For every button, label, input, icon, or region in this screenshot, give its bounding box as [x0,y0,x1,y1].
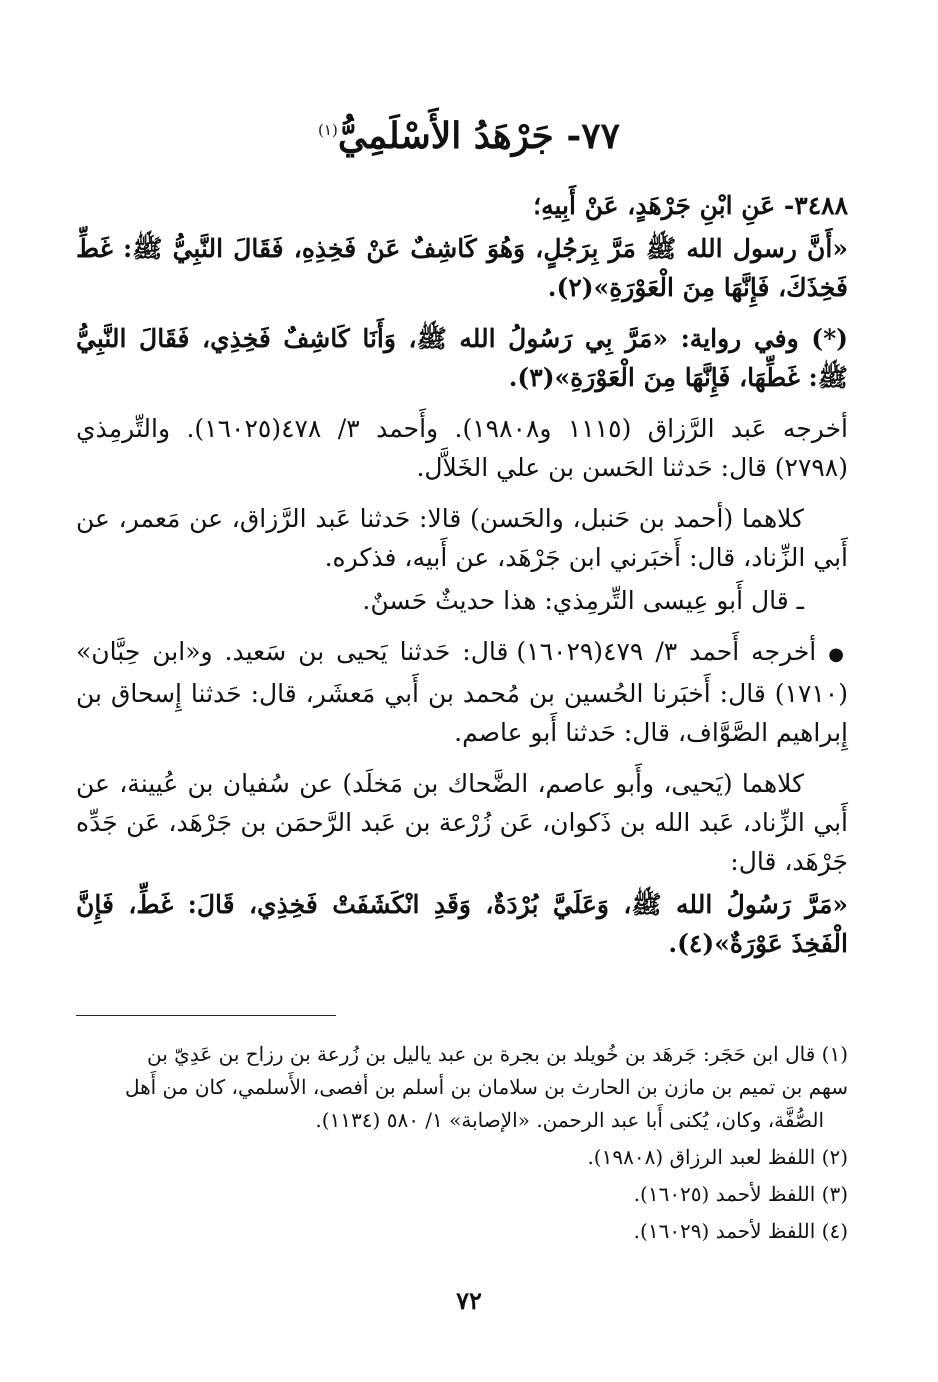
footnote-3: (٣) اللفظ لأحمد (١٦٠٢٥). [633,1182,848,1206]
footnote-1-line-3: الصُّفَّة، وكان، يُكنى أَبا عبد الرحمن. «الإصابة» ١/ ٥٨٠ (١١٣٤). [315,1108,824,1132]
footnote-2: (٢) اللفظ لعبد الرزاق (١٩٨٠٨). [587,1145,848,1169]
footnote-1-line-2: سهم بن تميم بن مازن بن الحارث بن سلامان بن أسلم بن أفصى، الأَسلمي، كان من أَهل [124,1075,848,1099]
page-number: ٧٢ [456,1286,482,1315]
tirmidhi-ruling: ـ قال أَبو عِيسى التِّرمِذي: هذا حديثٌ حَسنٌ. [362,586,804,615]
main-text [76,186,848,975]
hadith-number-line: ٣٤٨٨- عَنِ ابْنِ جَرْهَدٍ، عَنْ أَبِيهِ؛ [533,191,848,220]
footnotes [76,1038,848,1252]
takhrij-paragraph-1: أخرجه عَبد الرَّزاق (١١١٥ و١٩٨٠٨). وأَحمد ٣/ ٤٧٨(١٦٠٢٥). والتِّرمِذي (٢٧٩٨) قال: حَدثنا الحَسن بن علي الخَلاَّل. [76,414,848,482]
footnote-separator [76,1015,336,1016]
bullet-icon: ● [828,644,848,665]
hadith-text: «أَنَّ رسول الله ﷺ مَرَّ بِرَجُلٍ، وَهُوَ كَاشِفٌ عَنْ فَخِذِهِ، فَقَالَ النَّبِيُّ ﷺ: غَطِّ فَخِذَكَ، فَإِنَّهَا مِنَ الْعَوْرَةِ»(٢). [76,234,848,302]
footnote-1-line-1: (١) قال ابن حَجَر: جَرهَد بن خُويلد بن بجرة بن عبد ياليل بن زُرعة بن رزاح بن عَدِيّ بن [147,1042,848,1066]
hadith-variant: (*) وفي رواية: «مَرَّ بِي رَسُولُ الله ﷺ، وَأَنَا كَاشِفٌ فَخِذِي، فَقَالَ النَّبِيُّ ﷺ: غَطِّهَا، فَإِنَّهَا مِنَ الْعَوْرَةِ»(٣). [76,324,848,392]
chapter-title-text: ٧٧- جَرْهَدُ الأَسْلَمِيُّ [337,115,620,157]
chapter-title [0,100,938,166]
hadith-text-2: «مَرَّ رَسُولُ الله ﷺ، وَعَلَيَّ بُرْدَةٌ، وَقَدِ انْكَشَفَتْ فَخِذِي، قَالَ: غَطِّ، فَإِنَّ الْفَخِذَ عَوْرَةٌ»(٤). [76,890,848,958]
footnote-4: (٤) اللفظ لأحمد (١٦٠٢٩). [633,1219,848,1243]
isnad-paragraph-2: كلاهما (يَحيى، وأَبو عاصم، الضَّحاك بن مَخلَد) عن سُفيان بن عُيينة، عن أَبي الزِّناد، عَبد الله بن ذَكوان، عَن زُرْعة بن عَبد الرَّحمَن بن جَرْهَد، عَن جَدِّه جَرْهَد، قال: [76,769,848,876]
isnad-paragraph-1: كلاهما (أحمد بن حَنبل، والحَسن) قالا: حَدثنا عَبد الرَّزاق، عن مَعمر، عن أَبي الزِّناد، قال: أَخبَرني ابن جَرْهَد، عن أَبيه، فذكره. [76,504,848,572]
takhrij-paragraph-2-text: أخرجه أَحمد ٣/ ٤٧٩(١٦٠٢٩) قال: حَدثنا يَحيى بن سَعيد. و«ابن حِبَّان» (١٧١٠) قال: أَخبَرنا الحُسين بن مُحمد بن أَبي مَعشَر، قال: حَدثنا إِسحاق بن إِبراهيم الصَّوَّاف، قال: حَدثنا أَبو عاصم. [76,637,848,747]
chapter-footnote-ref: (١) [318,121,338,139]
takhrij-paragraph-2 [76,632,848,752]
